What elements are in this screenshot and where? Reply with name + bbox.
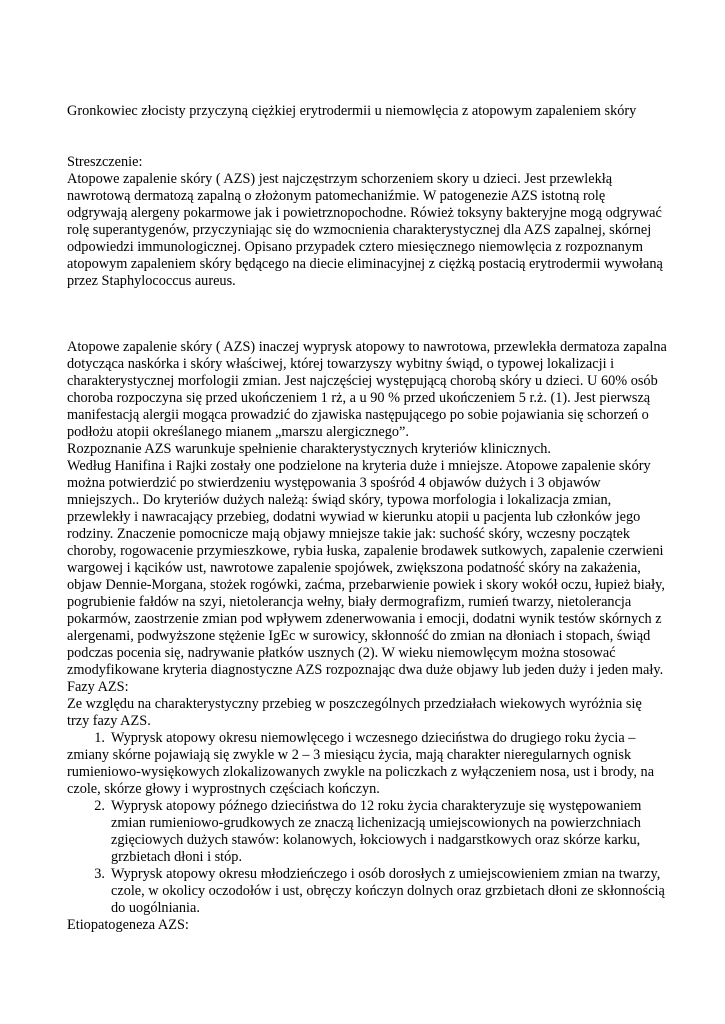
list-item	[67, 798, 667, 866]
list-item-number: 2.	[94, 798, 105, 814]
phases-heading: Fazy AZS:	[67, 679, 129, 695]
abstract-section	[67, 154, 667, 290]
main-body	[67, 339, 667, 934]
document-title: Gronkowiec złocisty przyczyną ciężkiej erytrodermii u niemowlęcia z atopowym zapaleniem skóry	[67, 103, 637, 119]
paragraph-phases-intro: Ze względu na charakterystyczny przebieg w poszczególnych przedziałach wiekowych wyróżnia się trzy fazy AZS.	[67, 696, 642, 729]
list-item	[67, 730, 667, 798]
list-item-text: Wyprysk atopowy okresu młodzieńczego i osób dorosłych z umiejscowieniem zmian na twarzy, czole, w okolicy oczodołów i ust, obręczy kończyn dolnych oraz grzbietach dłoni ze skłonnością do uogólniania.	[111, 866, 665, 916]
list-item-number: 3.	[94, 866, 105, 882]
phases-list	[67, 730, 667, 917]
etiopathogenesis-heading: Etiopatogeneza AZS:	[67, 917, 189, 933]
list-item-text: Wyprysk atopowy okresu niemowlęcego i wczesnego dzieciństwa do drugiego roku życia – zmiany skórne pojawiają się zwykle w 2 – 3 miesiącu życia, mają charakter nieregularnych ognisk rumieniowo-wysiękowych zlokalizowanych zwykle na policzkach z wyłączeniem nosa, ust i brody, na czole, skórze głowy i wyprostnych częściach kończyn.	[67, 730, 655, 797]
list-item-text: Wyprysk atopowy późnego dzieciństwa do 12 roku życia charakteryzuje się występowaniem zmian rumieniowo-grudkowych ze znaczą lichenizacją umiejscowionych na powierzchniach zgięciowych dużych stawów: kolanowych, łokciowych i nadgarstkowych oraz skórze karku, grzbietach dłoni i stóp.	[111, 798, 642, 865]
paragraph-criteria: Według Hanifina i Rajki zostały one podzielone na kryteria duże i mniejsze. Atopowe zapalenie skóry można potwierdzić po stwierdzeniu występowania 3 spośród 4 objawów dużych i 3 objawów mniejszych.. Do kryteriów dużych należą: świąd skóry, typowa morfologia i lokalizacja zmian, przewlekły i nawracający przebieg, dodatni wywiad w kierunku atopii u pacjenta lub członków jego rodziny. Znaczenie pomocnicze mają objawy mniejsze takie jak: suchość skóry, wczesny początek choroby, rogowacenie przymieszkowe, rybia łuska, zapalenie brodawek sutkowych, zapalenie czerwieni wargowej i kącików ust, nawrotowe zapalenie spojówek, zwiększona podatność skóry na zakażenia, objaw Dennie-Morgana, stożek rogówki, zaćma, przebarwienie powiek i skory wokół oczu, łupież biały, pogrubienie fałdów na szyi, nietolerancja wełny, biały dermografizm, rumień twarzy, nietolerancja pokarmów, zaostrzenie zmian pod wpływem zdenerwowania i emocji, dodatni wynik testów skórnych z alergenami, podwyższone stężenie IgEc w surowicy, skłonność do zmian na dłoniach i stopach, świąd podczas pocenia się, nadrywanie płatków usznych (2). W wieku niemowlęcym można stosować zmodyfikowane kryteria diagnostyczne AZS rozpoznając dwa duże objawy lub jeden duży i jeden mały.	[67, 458, 665, 678]
list-item	[67, 866, 667, 917]
abstract-text: Atopowe zapalenie skóry ( AZS) jest najczęstrzym schorzeniem skory u dzieci. Jest przewlekłą nawrotową dermatozą zapalną o złożonym patomechaniźmie. W patogenezie AZS istotną rolę odgrywają alergeny pokarmowe jak i powietrznopochodne. Rówież toksyny bakteryjne mogą odgrywać rolę superantygenów, przyczyniając się do wzmocnienia charakterystycznej dla AZS zapalnej, skórnej odpowiedzi immunologicznej. Opisano przypadek cztero miesięcznego niemowlęcia z rozpoznanym atopowym zapaleniem skóry będącego na diecie eliminacyjnej z ciężką postacią erytrodermii wywołaną przez Staphylococcus aureus.	[67, 171, 663, 289]
abstract-heading: Streszczenie:	[67, 154, 143, 170]
paragraph-diagnosis: Rozpoznanie AZS warunkuje spełnienie charakterystycznych kryteriów klinicznych.	[67, 441, 551, 457]
list-item-number: 1.	[94, 730, 105, 746]
paragraph-intro: Atopowe zapalenie skóry ( AZS) inaczej wyprysk atopowy to nawrotowa, przewlekła dermatoza zapalna dotycząca naskórka i skóry właściwej, której towarzyszy wybitny świąd, o typowej lokalizacji i charakterystycznej morfologii zmian. Jest najczęściej występującą chorobą skóry u dzieci. U 60% osób choroba rozpoczyna się przed ukończeniem 1 rż, a u 90 % przed ukończeniem 5 r.ż. (1). Jest pierwszą manifestacją alergii mogąca prowadzić do zjawiska następującego po sobie pojawiania się schorzeń o podłożu atopii określanego mianem „marszu alergicznego”.	[67, 339, 667, 440]
